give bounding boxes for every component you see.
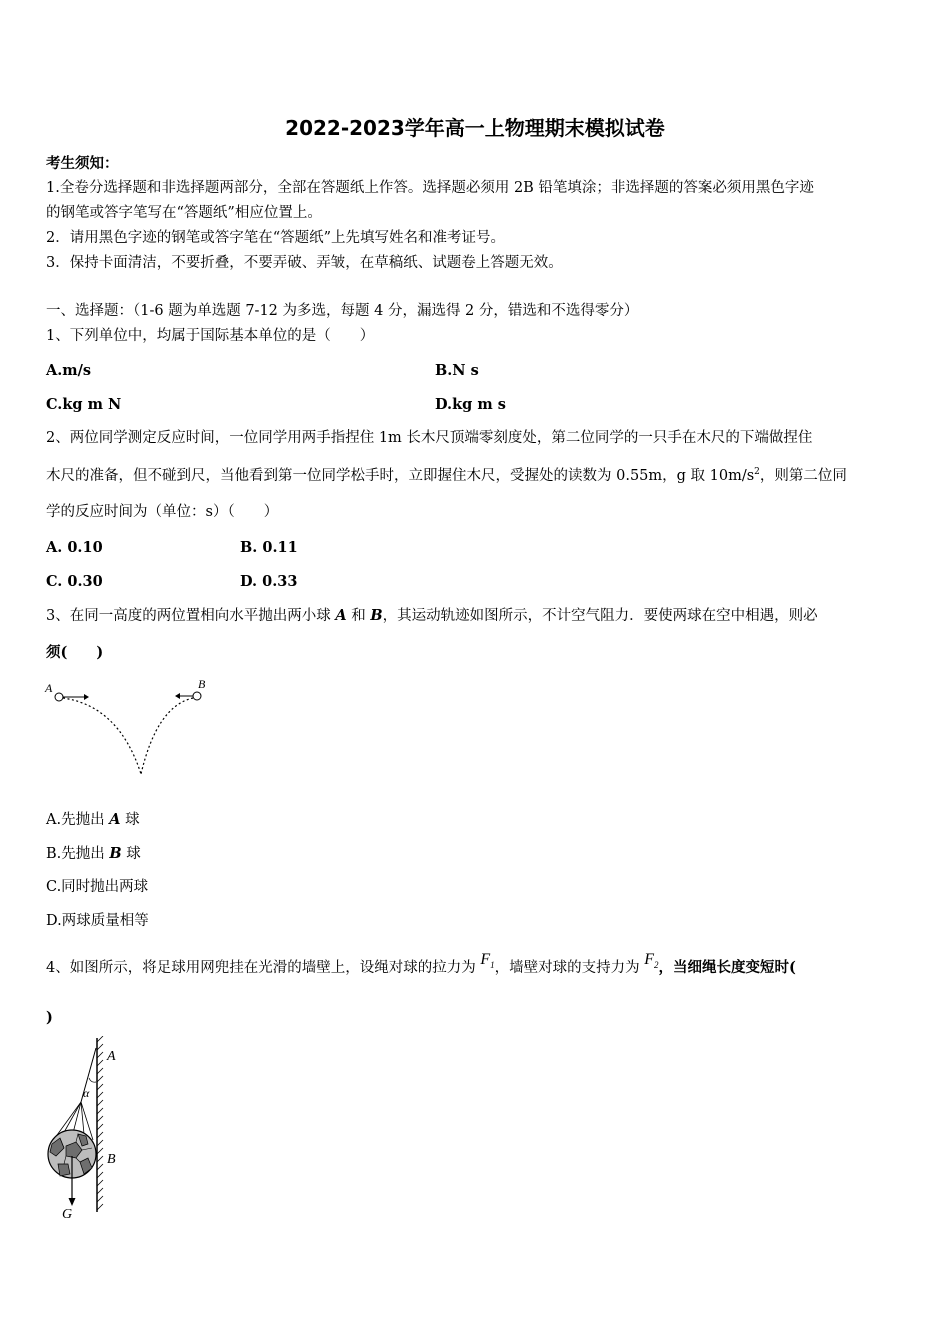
fig3-label-a: A: [45, 681, 53, 695]
fig3-label-b: B: [198, 677, 206, 691]
fig4-label-alpha: α: [83, 1086, 90, 1100]
q1-stem: 1、下列单位中，均属于国际基本单位的是（ ）: [46, 328, 375, 344]
notice-item-3: 3．保持卡面清洁，不要折叠，不要弄破、弄皱，在草稿纸、试题卷上答题无效。: [46, 255, 563, 271]
q3-ball-a: A: [335, 607, 347, 624]
q3-option-b: [46, 845, 141, 863]
q3-line-1-tail: ，其运动轨迹如图所示，不计空气阻力．要使两球在空中相遇，则必: [382, 608, 818, 624]
q2-option-d: D. 0.33: [240, 573, 298, 590]
q1-option-a: A.m/s: [46, 362, 92, 379]
q4-line-1-text: 4、如图所示，将足球用网兜挂在光滑的墙壁上，设绳对球的拉力为: [46, 960, 481, 976]
q1-option-d: D.kg m s: [435, 396, 506, 413]
q3-and: 和: [346, 608, 371, 624]
q2-superscript: 2: [754, 467, 760, 477]
fig4-label-a: A: [107, 1049, 116, 1064]
q2-line-2-text: 木尺的准备，但不碰到尺，当他看到第一位同学松手时，立即握住木尺，受握处的读数为 0.55m，g 取 10m/s: [46, 467, 755, 484]
q2-line-2: [46, 467, 847, 485]
q3-option-a: [46, 811, 140, 829]
q3-option-a-text: A.先抛出: [46, 812, 110, 828]
q4-line-2: ): [46, 1009, 53, 1026]
gravity-arrow-head: [69, 1198, 76, 1206]
angle-arc: [89, 1078, 96, 1082]
q2-option-a: A. 0.10: [46, 539, 103, 556]
ball-a-shape: [55, 693, 63, 701]
q3-option-d: D.两球质量相等: [46, 913, 149, 929]
page-title: 2022-2023学年高一上物理期末模拟试卷: [285, 116, 665, 140]
q3-option-b-tail: 球: [121, 846, 141, 862]
q3-option-b-text: B.先抛出: [46, 846, 110, 862]
q3-option-c: C.同时抛出两球: [46, 879, 149, 895]
notice-item-1-cont: 的钢笔或答字笔写在“答题纸”相应位置上。: [46, 205, 322, 221]
q4-line-1-mid: ，墙壁对球的支持力为: [494, 960, 645, 976]
football-wall-diagram: [40, 1036, 140, 1222]
trajectory-a: [63, 698, 141, 774]
q2-line-3: 学的反应时间为（单位：s）（ ）: [46, 504, 279, 520]
notice-item-2: 2．请用黑色字迹的钢笔或答字笔在“答题纸”上先填写姓名和准考证号。: [46, 230, 506, 246]
q2-line-2-tail: ，则第二位同: [759, 467, 847, 484]
notice-heading: 考生须知：: [46, 155, 119, 172]
q1-option-c: C.kg m N: [46, 396, 122, 413]
wall-hatching: [97, 1036, 103, 1210]
q2-option-c: C. 0.30: [46, 573, 103, 590]
q4-line-1-tail: ，当细绳长度变短时(: [658, 959, 796, 976]
q3-ball-b: B: [370, 607, 383, 624]
q2-option-b: B. 0.11: [240, 539, 298, 556]
trajectory-b: [141, 698, 193, 774]
q2-line-1: 2、两位同学测定反应时间，一位同学用两手指捏住 1m 长木尺顶端零刻度处，第二位同学的一只手在木尺的下端做捏住: [46, 430, 813, 446]
q3-line-2: 须( ): [46, 644, 104, 661]
notice-item-1: 1.全卷分选择题和非选择题两部分，全部在答题纸上作答。选择题必须用 2B 铅笔填涂；非选择题的答案必须用黑色字迹: [46, 180, 814, 196]
arrow-b-head: [175, 693, 180, 699]
projectile-diagram: [44, 676, 224, 786]
q3-line-1-text: 3、在同一高度的两位置相向水平抛出两小球: [46, 608, 336, 624]
q4-f1: [480, 951, 495, 971]
q4-f1-letter: F: [480, 951, 491, 968]
q4-f2: [644, 951, 659, 971]
q4-line-1: [46, 951, 796, 979]
q4-f2-sub: 2: [654, 960, 659, 971]
q3-line-1: [46, 607, 818, 625]
ball-b-shape: [193, 692, 201, 700]
q4-f1-sub: 1: [490, 960, 495, 971]
q1-option-b: B.N s: [435, 362, 479, 379]
arrow-a-head: [84, 694, 89, 700]
q3-option-b-ball: B: [109, 845, 122, 862]
fig4-label-b: B: [107, 1152, 116, 1167]
fig4-label-g: G: [62, 1207, 73, 1222]
section-heading: 一、选择题：（1-6 题为单选题 7-12 为多选，每题 4 分，漏选得 2 分，错选和不选得零分）: [46, 303, 639, 319]
q4-f2-letter: F: [644, 951, 655, 968]
q3-option-a-tail: 球: [120, 812, 140, 828]
q3-option-a-ball: A: [109, 811, 121, 828]
